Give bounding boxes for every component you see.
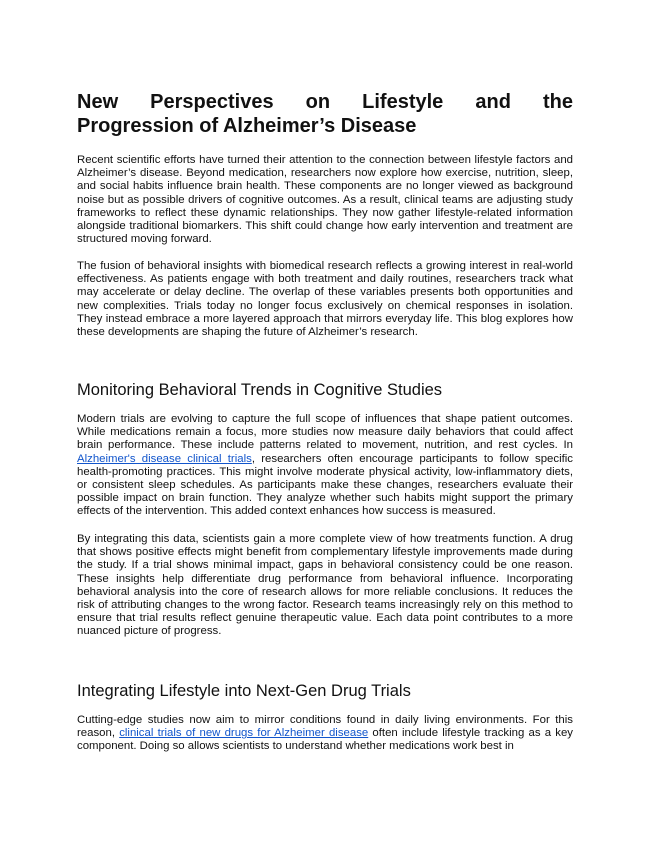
section1-paragraph-1-text-before: Modern trials are evolving to capture the full scope of influences that shape patient outcomes. While medications remain a focus, more studies now measure daily behaviors that could affect brain performance. These include patterns related to movement, nutrition, and rest cycles. In bbox=[77, 413, 573, 452]
section1-paragraph-1-text-after: , researchers often encourage participants to follow specific health-promoting practices. This might involve moderate physical activity, low-inflammatory diets, or consistent sleep schedules. As participants make these changes, researchers evaluate their possible impact on brain function. They analyze whether such habits might support the primary effects of the intervention. This added context enhances how success is measured. bbox=[77, 452, 574, 518]
section1-paragraph-2: By integrating this data, scientists gain a more complete view of how treatments function. A drug that shows positive effects might benefit from complementary lifestyle improvements made during the study. If a trial shows minimal impact, gaps in behavioral consistency could be one reason. These insights help differentiate drug performance from behavioral influence. Incorporating behavioral analysis into the core of research allows for more reliable conclusions. It reduces the risk of attributing changes to the wrong factor. Research teams increasingly rely on this method to ensure that trial results reflect genuine therapeutic value. Each data point contributes to a more nuanced picture of progress. bbox=[77, 533, 573, 638]
section2-paragraph-1-text-after: often include lifestyle tracking as a key component. Doing so allows scientists to understand whether medications work best in bbox=[77, 727, 573, 753]
section1-paragraph-1 bbox=[77, 413, 573, 519]
section-heading-next-gen-trials: Integrating Lifestyle into Next-Gen Drug Trials bbox=[77, 682, 411, 700]
article-title-line-1: New Perspectives on Lifestyle and the bbox=[77, 91, 573, 113]
article-title bbox=[77, 90, 573, 138]
section2-paragraph-1 bbox=[77, 714, 573, 754]
intro-paragraph-2: The fusion of behavioral insights with biomedical research reflects a growing interest in real-world effectiveness. As patients engage with both treatment and daily routines, researchers track what may accelerate or delay decline. The overlap of these variables presents both opportunities and new complexities. Trials today no longer focus exclusively on chemical responses in isolation. They instead embrace a more layered approach that mirrors everyday life. This blog explores how these developments are shaping the future of Alzheimer’s research. bbox=[77, 260, 573, 339]
article-title-line-2: Progression of Alzheimer’s Disease bbox=[77, 115, 417, 137]
section-heading-behavioral-trends: Monitoring Behavioral Trends in Cognitive Studies bbox=[77, 381, 443, 399]
new-drugs-clinical-trials-link[interactable]: clinical trials of new drugs for Alzheimer disease bbox=[119, 727, 369, 740]
alzheimers-clinical-trials-link[interactable]: Alzheimer's disease clinical trials bbox=[77, 452, 252, 465]
intro-paragraph-1: Recent scientific efforts have turned their attention to the connection between lifestyle factors and Alzheimer’s disease. Beyond medication, researchers now explore how exercise, nutrition, sleep, and social habits influence brain health. These components are no longer viewed as background noise but as possible drivers of cognitive outcomes. As a result, clinical teams are adjusting study frameworks to reflect these dynamic relationships. They now gather lifestyle-related information alongside traditional biomarkers. This shift could change how early intervention and treatment are structured moving forward. bbox=[77, 154, 573, 246]
section2-paragraph-1-text-before: Cutting-edge studies now aim to mirror conditions found in daily living environments. For this reason, bbox=[77, 714, 573, 740]
